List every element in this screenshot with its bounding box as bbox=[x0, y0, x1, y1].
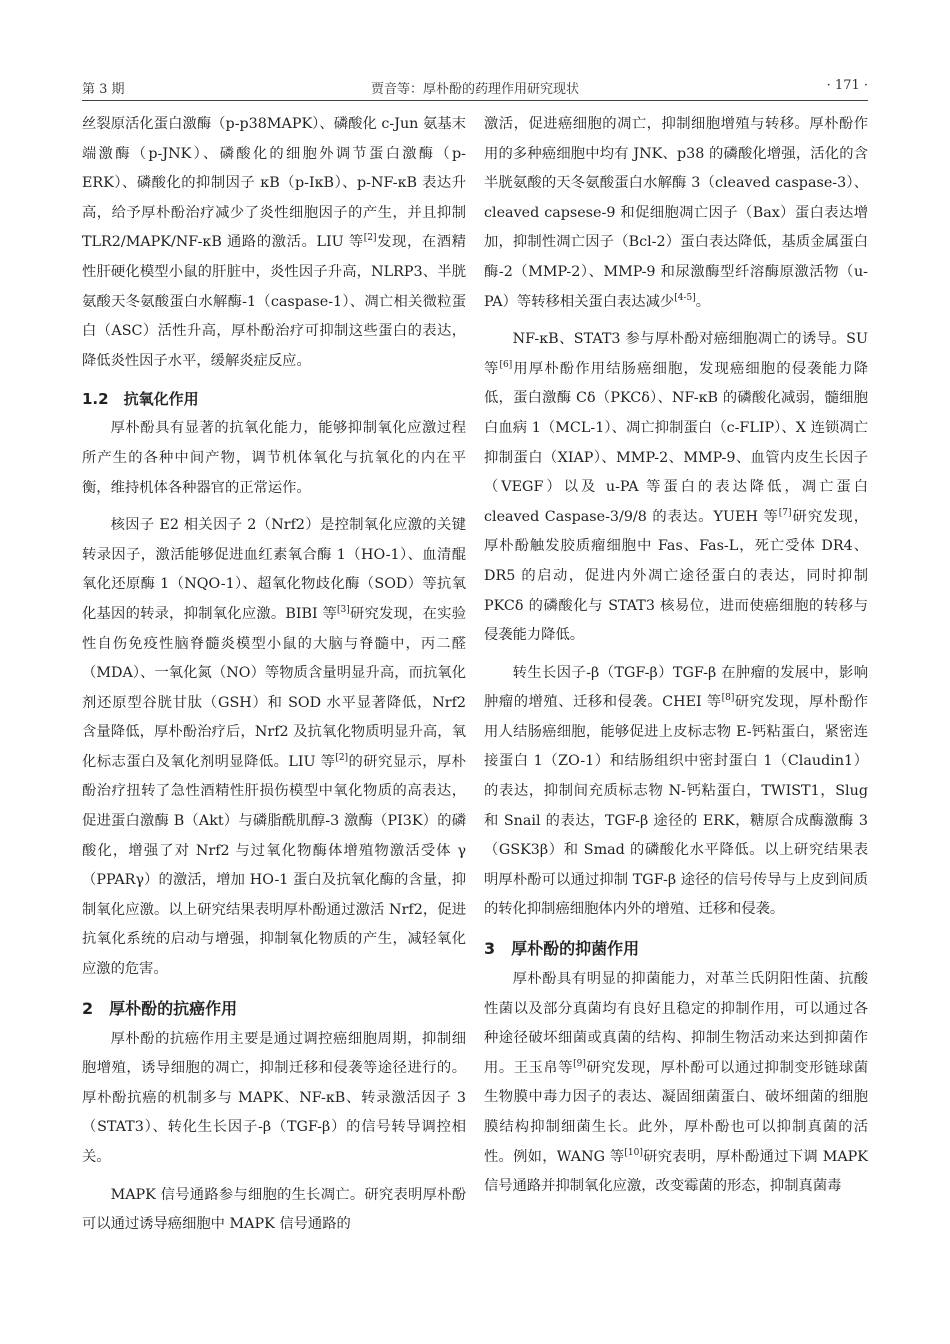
citation: [3] bbox=[337, 605, 350, 616]
paragraph: 转生长因子-β（TGF-β）TGF-β 在肿瘤的发展中，影响肿瘤的增殖、迁移和侵袭。CHEI 等[8]研究发现，厚朴酚作用人结肠癌细胞，能够促进上皮标志物 E-钙粘蛋白，紧密连接蛋白 1（ZO-1）和结肠组织中密封蛋白 1（Claudin1）的表达，抑制间充质标志物 N-钙粘蛋白，TWIST1，Slug 和 Snail 的表达，TGF-β 途径的 ERK，糖原合成酶激酶 3（GSK3β）和 Smad 的磷酸化水平降低。以上研究结果表明厚朴酚可以通过抑制 TGF-β 途径的信号传导与上皮到间质的转化抑制癌细胞体内外的增殖、迁移和侵袭。 bbox=[484, 664, 868, 918]
citation: [4-5] bbox=[674, 292, 696, 303]
running-title: 贾音等：厚朴酚的药理作用研究现状 bbox=[370, 82, 579, 97]
paragraph: 厚朴酚具有明显的抑菌能力，对革兰氏阴阳性菌、抗酸性菌以及部分真菌均有良好且稳定的抑制作用，可以通过各种途径破坏细菌或真菌的结构、抑制生物活动来达到抑菌作用。王玉帛等[9]研究发现，厚朴酚可以通过抑制变形链球菌生物膜中毒力因子的表达、凝固细菌蛋白、破坏细菌的细胞膜结构抑制细菌生长。此外，厚朴酚也可以抑制真菌的活性。例如，WANG 等[10]研究表明，厚朴酚通过下调 MAPK 信号通路并抑制氧化应激，改变霉菌的形态，抑制真菌毒 bbox=[484, 971, 869, 1195]
citation: [8] bbox=[721, 693, 735, 704]
issue-number: 第 3 期 bbox=[82, 82, 125, 97]
paragraph: 丝裂原活化蛋白激酶（p-p38MAPK）、磷酸化 c-Jun 氨基末端激酶（p-JNK）、磷酸化的细胞外调节蛋白激酶（p-ERK）、磷酸化的抑制因子 κB（p-IκB）、p-NF-κB 表达升高，给予厚朴酚治疗减少了炎性细胞因子的产生，并且抑制 TLR2/MAPK/NF-κB 通路的激活。LIU 等[2]发现，在酒精性肝硬化模型小鼠的肝脏中，炎性因子升高，NLRP3、半胱氨酸天冬氨酸蛋白水解酶-1（caspase-1）、凋亡相关微粒蛋白（ASC）活性升高，厚朴酚治疗可抑制这些蛋白的表达，降低炎性因子水平，缓解炎症反应。 bbox=[82, 116, 466, 369]
citation: [2] bbox=[335, 753, 349, 764]
section-heading-1-2: 1.2 抗氧化作用 bbox=[82, 390, 199, 409]
section-heading-2: 2 厚朴酚的抗癌作用 bbox=[82, 998, 238, 1018]
paragraph: 厚朴酚具有显著的抗氧化能力，能够抑制氧化应激过程所产生的各种中间产物，调节机体氧化与抗氧化的内在平衡，维持机体各种器官的正常运作。 bbox=[82, 420, 466, 496]
paragraph: NF-κB、STAT3 参与厚朴酚对癌细胞凋亡的诱导。SU 等[6]用厚朴酚作用结肠癌细胞，发现癌细胞的侵袭能力降低，蛋白激酶 Cδ（PKCδ）、NF-κB 的磷酸化减弱，髓细胞白血病 1（MCL-1）、凋亡抑制蛋白（c-FLIP）、X 连锁凋亡抑制蛋白（XIAP）、MMP-2、MMP-9、血管内皮生长因子（VEGF）以及 u-PA 等蛋白的表达降低，凋亡蛋白 cleaved Caspase-3/9/8 的表达。YUEH 等[7]研究发现，厚朴酚触发胶质瘤细胞中 Fas、Fas-L，死亡受体 DR4、DR5 的启动，促进内外凋亡途径蛋白的表达，同时抑制 PKCδ 的磷酸化与 STAT3 核易位，进而使癌细胞的转移与侵袭能力降低。 bbox=[484, 331, 869, 644]
citation: [9] bbox=[573, 1059, 586, 1070]
paragraph: MAPK 信号通路参与细胞的生长凋亡。研究表明厚朴酚可以通过诱导癌细胞中 MAPK 信号通路的 bbox=[82, 1186, 466, 1233]
section-heading-3: 3 厚朴酚的抑菌作用 bbox=[484, 939, 640, 959]
citation: [6] bbox=[499, 359, 513, 370]
header-rule bbox=[82, 100, 868, 101]
citation: [10] bbox=[624, 1147, 643, 1158]
left-column bbox=[82, 110, 466, 1248]
paragraph: 核因子 E2 相关因子 2（Nrf2）是控制氧化应激的关键转录因子，激活能够促进血红素氧合酶 1（HO-1）、血清醌氧化还原酶 1（NQO-1）、超氧化物歧化酶（SOD）等抗氧化基因的转录，抑制氧化应激。BIBI 等[3]研究发现，在实验性自伤免疫性脑脊髓炎模型小鼠的大脑与脊髓中，丙二醛（MDA）、一氧化氮（NO）等物质含量明显升高，而抗氧化剂还原型谷胱甘肽（GSH）和 SOD 水平显著降低，Nrf2 含量降低，厚朴酚治疗后，Nrf2 及抗氧化物质明显升高，氧化标志蛋白及氧化剂明显降低。LIU 等[2]的研究显示，厚朴酚治疗扭转了急性酒精性肝损伤模型中氧化物质的高表达，促进蛋白激酶 B（Akt）与磷脂酰肌醇-3 激酶（PI3K）的磷酸化，增强了对 Nrf2 与过氧化物酶体增殖物激活受体 γ（PPARγ）的激活，增加 HO-1 蛋白及抗氧化酶的含量，抑制氧化应激。以上研究结果表明厚朴酚通过激活 Nrf2，促进抗氧化系统的启动与增强，抑制氧化物质的产生，减轻氧化应激的危害。 bbox=[82, 517, 466, 978]
running-header bbox=[82, 78, 868, 98]
paragraph: 激活，促进癌细胞的凋亡，抑制细胞增殖与转移。厚朴酚作用的多种癌细胞中均有 JNK、p38 的磷酸化增强，活化的含半胱氨酸的天冬氨酸蛋白水解酶 3（cleaved caspase-3）、cleaved capsese-9 和促细胞凋亡因子（Bax）蛋白表达增加，抑制性凋亡因子（Bcl-2）蛋白表达降低，基质金属蛋白酶-2（MMP-2）、MMP-9 和尿激酶型纤溶酶原激活物（u-PA）等转移相关蛋白表达减少[4-5]。 bbox=[484, 116, 868, 310]
page-number: · 171 · bbox=[826, 78, 868, 93]
paragraph: 厚朴酚的抗癌作用主要是通过调控癌细胞周期，抑制细胞增殖，诱导细胞的凋亡，抑制迁移和侵袭等途径进行的。厚朴酚抗癌的机制多与 MAPK、NF-κB、转录激活因子 3（STAT3）、转化生长因子-β（TGF-β）的信号转导调控相关。 bbox=[82, 1030, 466, 1165]
citation: [2] bbox=[363, 233, 377, 244]
citation: [7] bbox=[778, 507, 792, 518]
right-column bbox=[484, 110, 868, 1210]
